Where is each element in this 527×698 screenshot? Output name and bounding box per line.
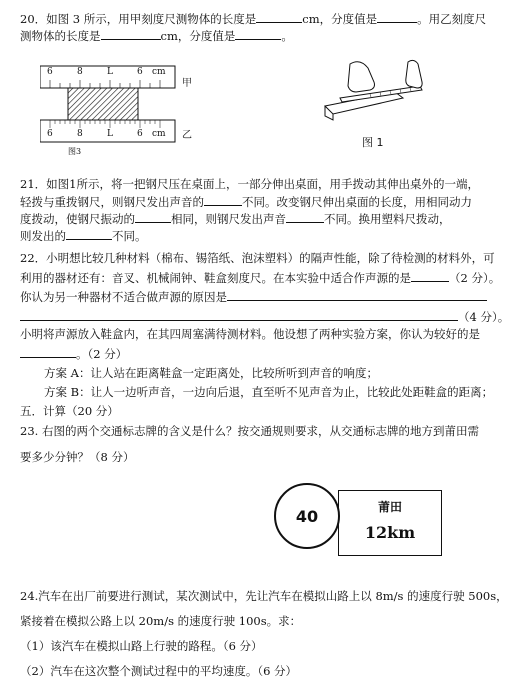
q24-part-1: （1）该汽车在模拟山路上行驶的路程。（6 分） xyxy=(20,639,263,653)
answer-blank[interactable] xyxy=(20,309,458,321)
q24-part-2: （2）汽车在这次整个测试过程中的平均速度。（6 分） xyxy=(20,664,298,678)
rulers-drawing xyxy=(40,64,200,158)
figure-3-rulers: 6 8 L 6 cm 6 8 L 6 cm 甲 乙 图3 xyxy=(40,64,200,158)
answer-blank[interactable] xyxy=(135,211,171,223)
speed-limit-sign: 40 xyxy=(274,483,340,549)
answer-blank[interactable] xyxy=(256,11,302,23)
q23-line-2: 要多少分钟？（8 分） xyxy=(20,450,135,464)
answer-blank[interactable] xyxy=(235,28,281,40)
figure-3-caption: 图3 xyxy=(68,147,82,156)
label-jia: 甲 xyxy=(182,78,192,89)
q22-line-6: 。（2 分） xyxy=(20,346,127,362)
q24-line-2: 紧接着在模拟公路上以 20m/s 的速度行驶 100s。求： xyxy=(20,614,302,628)
traffic-signs xyxy=(272,478,444,562)
answer-blank[interactable] xyxy=(227,289,487,301)
ruler-on-table-drawing xyxy=(320,58,430,138)
figure-1-caption: 图 1 xyxy=(362,136,384,149)
label-yi: 乙 xyxy=(182,130,192,141)
q24-line-1: 24.汽车在出厂前要进行测试，某次测试中，先让汽车在模拟山路上以 8m/s 的速度行驶 500s， xyxy=(20,589,508,603)
q20-line-1: 20．如图 3 所示，用甲刻度尺测物体的长度是 cm，分度值是 。用乙刻度尺 xyxy=(20,12,487,26)
destination-name: 莆田 xyxy=(377,500,402,514)
answer-blank[interactable] xyxy=(66,228,112,240)
q22-line-5: 小明将声源放入鞋盒内，在其四周塞满待测材料。他设想了两种实验方案，你认为较好的是 xyxy=(20,327,480,341)
q21-line-1: 21．如图1所示，将一把钢尺压在桌面上，一部分伸出桌面，用手拨动其伸出桌外的一端， xyxy=(20,177,479,191)
q22-line-2: 利用的器材还有：音叉、机械闹钟、鞋盒刻度尺。在本实验中适合作声源的是 （2 分）。 xyxy=(20,271,501,285)
answer-blank[interactable] xyxy=(377,11,417,23)
answer-blank[interactable] xyxy=(204,194,242,206)
q21-line-4: 则发出的 不同。 xyxy=(20,229,147,243)
answer-blank[interactable] xyxy=(286,211,324,223)
figure-1 xyxy=(320,58,430,148)
answer-blank[interactable] xyxy=(411,270,449,282)
q20-line-2: 测物体的长度是 cm，分度值是 。 xyxy=(20,29,293,43)
q22-plan-b: 方案 B：让人一边听声音，一边向后退，直至听不见声音为止，比较此处距鞋盒的距离； xyxy=(44,385,494,399)
q22-line-1: 22．小明想比较几种材料（棉布、锡箔纸、泡沫塑料）的隔声性能，除了待检测的材料外，可 xyxy=(20,251,495,265)
q21-line-3: 度拨动，使钢尺振动的 相同，则钢尺发出声音 不同。换用塑料尺拨动， xyxy=(20,212,451,226)
q21-line-2: 轻拨与重拨钢尺，则钢尺发出声音的 不同。改变钢尺伸出桌面的长度，用相同动力 xyxy=(20,195,472,209)
q22-line-3: 你认为另一种器材不适合做声源的原因是 xyxy=(20,289,487,305)
answer-blank[interactable] xyxy=(101,28,161,40)
q23-line-1: 23. 右图的两个交通标志牌的含义是什么？按交通规则要求，从交通标志牌的地方到莆田需 xyxy=(20,424,479,438)
distance-value: 12km xyxy=(364,523,416,542)
distance-sign xyxy=(338,490,442,556)
section-5-heading: 五．计算（20 分） xyxy=(20,404,119,418)
answer-blank[interactable] xyxy=(20,346,76,358)
q22-plan-a: 方案 A：让人站在距离鞋盒一定距离处，比较所听到声音的响度； xyxy=(44,366,378,380)
q22-line-4: （4 分）。 xyxy=(20,309,509,325)
